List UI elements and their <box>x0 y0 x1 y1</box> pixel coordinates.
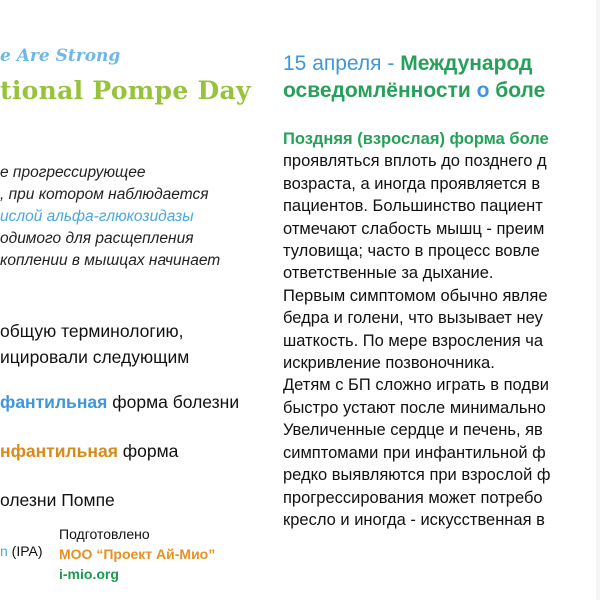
ipa-rest: (IPA) <box>7 543 43 559</box>
intro-line: ислой альфа-глюкозидазы <box>0 208 194 225</box>
event-title-awareness: осведомлённости <box>283 79 477 102</box>
event-title-o: о <box>476 79 496 102</box>
prepared-by-block <box>59 524 215 584</box>
page-edge <box>596 0 600 600</box>
body-line: отмечают слабость мышц - преим <box>283 219 545 238</box>
body-line: Детям с БП сложно играть в подви <box>283 376 549 395</box>
infantile-form-rest: форма болезни <box>107 392 240 412</box>
body-line: симптомами при инфантильной ф <box>283 443 546 462</box>
body-line: Первым симптомом обычно являе <box>283 286 548 305</box>
intro-line: е прогрессирующее <box>0 164 146 181</box>
event-date: 15 апреля - <box>283 52 401 75</box>
intro-line: , при котором наблюдается <box>0 186 209 203</box>
terminology-text <box>0 318 189 370</box>
event-title-line-2 <box>283 77 545 104</box>
event-title-start: Международ <box>400 52 533 75</box>
pompe-disease-item: олезни Помпе <box>0 490 115 510</box>
late-onset-description <box>283 128 550 531</box>
we-are-strong-slogan: e Are Strong <box>0 46 121 66</box>
body-line: редко выявляются при взрослой ф <box>283 466 551 485</box>
body-line: искривление позвоночника. <box>283 354 495 373</box>
noninfantile-form-item <box>0 441 178 462</box>
pompe-day-title: tional Pompe Day <box>0 76 251 105</box>
event-title-line-1 <box>283 50 545 77</box>
body-line: быстро устают после минимально <box>283 398 546 417</box>
prepared-label: Подготовлено <box>59 526 150 542</box>
body-line: возраста, а иногда проявляется в <box>283 174 541 193</box>
body-line: прогрессирования может потребо <box>283 488 543 507</box>
ipa-colored: n <box>0 543 8 559</box>
prepared-site-link[interactable]: i-mio.org <box>59 566 119 582</box>
body-line: ответственные за дыхание. <box>283 264 494 283</box>
body-line: бедра и голени, что вызывает неу <box>283 309 543 328</box>
body-line: проявляться вплоть до позднего д <box>283 152 547 171</box>
intro-text <box>0 162 220 272</box>
event-title <box>283 50 545 104</box>
ipa-credit <box>0 543 43 559</box>
body-line: шаткость. По мере взросления ча <box>283 331 544 350</box>
intro-line: одимого для расщепления <box>0 230 194 247</box>
noninfantile-form-rest: форма <box>117 441 179 461</box>
noninfantile-form-label: нфантильная <box>0 441 118 461</box>
body-line: туловища; часто в процесс вовле <box>283 242 540 261</box>
terms-line: общую терминологию, <box>0 321 184 341</box>
body-line: Увеличенные сердце и печень, яв <box>283 421 543 440</box>
body-line: кресло и иногда - искусственная в <box>283 510 545 529</box>
event-title-bole: боле <box>495 79 546 102</box>
late-onset-heading: Поздняя (взрослая) форма боле <box>283 130 549 148</box>
body-line: пациентов. Большинство пациент <box>283 197 543 216</box>
infantile-form-label: фантильная <box>0 392 108 412</box>
terms-line: ицировали следующим <box>0 347 190 367</box>
intro-line: коплении в мышцах начинает <box>0 252 221 269</box>
prepared-org: МОО “Проект Ай-Мио” <box>59 546 216 562</box>
infantile-form-item <box>0 392 239 413</box>
